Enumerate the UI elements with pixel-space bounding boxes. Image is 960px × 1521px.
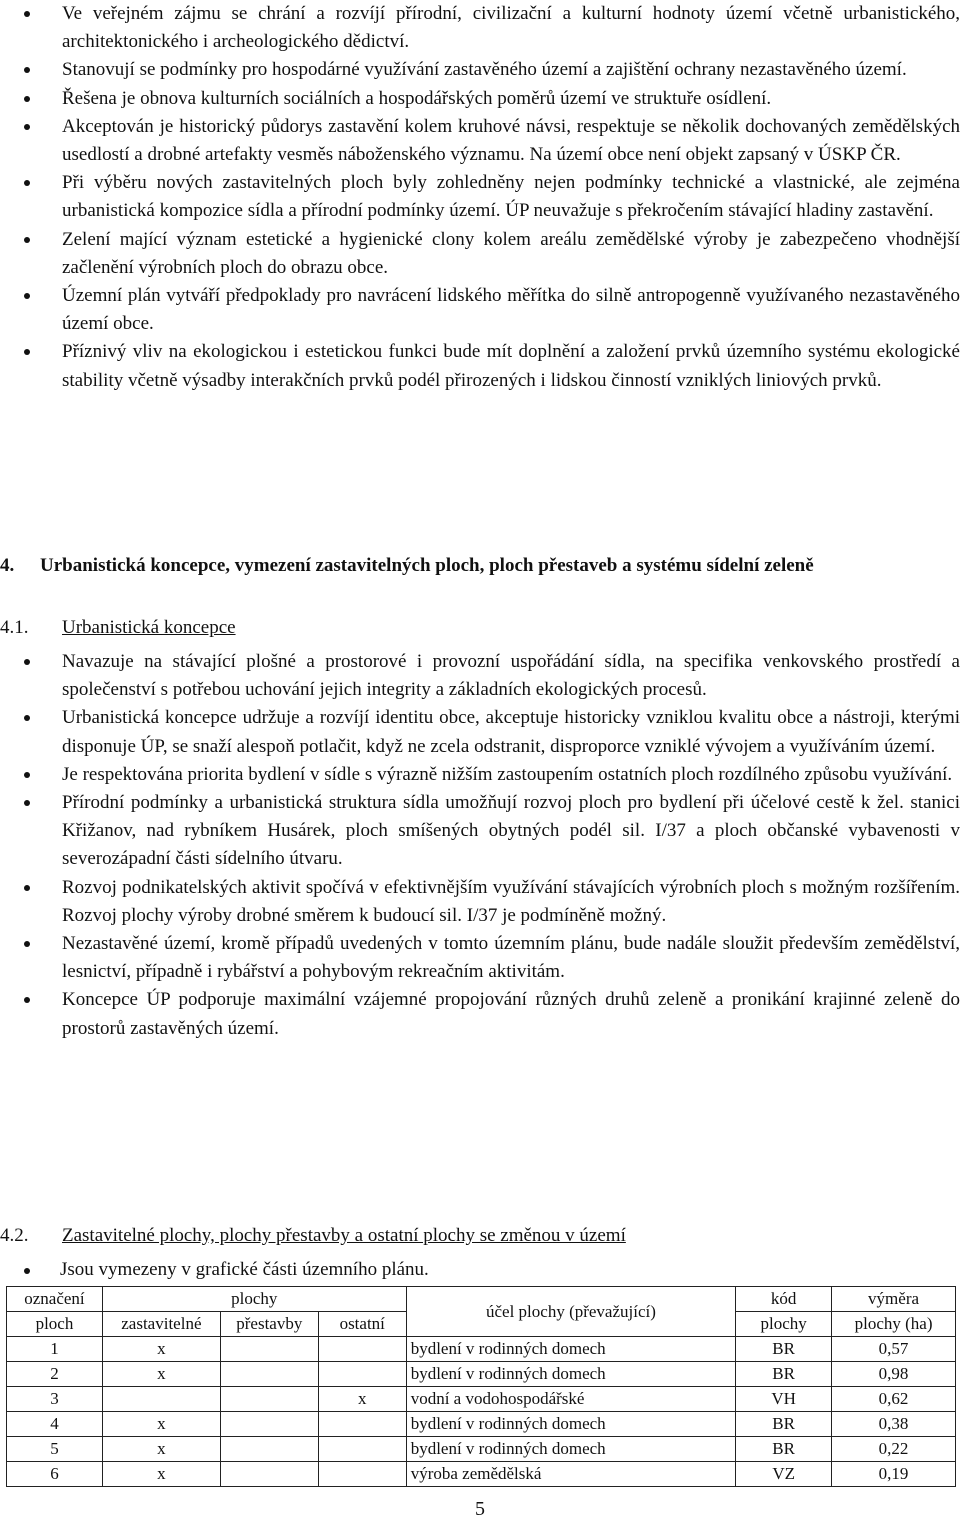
cell-zastavitelne: x (102, 1437, 220, 1462)
cell-ostatni (318, 1412, 406, 1437)
cell-vymera: 0,57 (832, 1337, 956, 1362)
areas-table (6, 1286, 956, 1487)
header-cell: označení (7, 1287, 103, 1312)
subsection-number: 4.1. (0, 617, 29, 638)
bullet-icon (24, 800, 30, 806)
header-cell: kód (736, 1287, 832, 1312)
bullet-icon (24, 1268, 30, 1274)
cell-id: 6 (7, 1462, 103, 1487)
bullet-icon (24, 124, 30, 130)
list-item: Navazuje na stávající plošné a prostorové i provozní uspořádání sídla, na specifika venkovského prostředí a společenství s potřebou uchování jejich integrity a základních ekologických procesů. (62, 648, 960, 704)
cell-prestavby (220, 1437, 318, 1462)
cell-prestavby (220, 1337, 318, 1362)
bullet-icon (24, 11, 30, 17)
page-number: 5 (475, 1498, 485, 1520)
cell-prestavby (220, 1387, 318, 1412)
cell-ostatni (318, 1362, 406, 1387)
header-cell: výměra (832, 1287, 956, 1312)
list-item: Nezastavěné území, kromě případů uvedených v tomto územním plánu, bude nadále sloužit především zemědělství, lesnictví, případně i rybářství a pohybovým rekreačním aktivitám. (62, 930, 960, 986)
subsection-heading-4-2 (0, 1222, 626, 1250)
bullet-icon (24, 659, 30, 665)
cell-ucel: výroba zemědělská (406, 1462, 736, 1487)
section-title: Urbanistická koncepce, vymezení zastavitelných ploch, ploch přestaveb a systému sídelní zeleně (40, 555, 814, 576)
header-cell: zastavitelné (102, 1312, 220, 1337)
header-cell: plochy (102, 1287, 406, 1312)
list-item: Příznivý vliv na ekologickou i estetickou funkci bude mít doplnění a založení prvků územního systému ekologické stability včetně výsadby interakčních prvků podél přirozených i lidskou činností vzniklých liniových prvků. (62, 338, 960, 394)
list-item: Zelení mající význam estetické a hygienické clony kolem areálu zemědělské výroby je zabezpečeno vhodnější začlenění výrobních ploch do obrazu obce. (62, 226, 960, 282)
bullet-icon (24, 941, 30, 947)
cell-ucel: vodní a vodohospodářské (406, 1387, 736, 1412)
cell-id: 4 (7, 1412, 103, 1437)
cell-ucel: bydlení v rodinných domech (406, 1437, 736, 1462)
list-item: Akceptován je historický půdorys zastavění kolem kruhové návsi, respektuje se několik dochovaných zemědělských usedlostí a drobné artefakty vesměs náboženského významu. Na území obce není objekt zapsaný v ÚSKP ČR. (62, 113, 960, 169)
bullet-icon (24, 772, 30, 778)
bullet-icon (24, 237, 30, 243)
cell-ostatni (318, 1337, 406, 1362)
concept-bullet-list (62, 648, 960, 1043)
list-item: Ve veřejném zájmu se chrání a rozvíjí přírodní, civilizační a kulturní hodnoty území včetně urbanistického, architektonického i archeologického dědictví. (62, 0, 960, 56)
table-row (7, 1362, 956, 1387)
subsection-title: Urbanistická koncepce (62, 617, 236, 638)
cell-vymera: 0,38 (832, 1412, 956, 1437)
bullet-icon (24, 349, 30, 355)
cell-prestavby (220, 1462, 318, 1487)
cell-zastavitelne (102, 1387, 220, 1412)
header-cell: účel plochy (převažující) (406, 1287, 736, 1337)
list-item: Koncepce ÚP podporuje maximální vzájemné propojování různých druhů zeleně a pronikání krajinné zeleně do prostorů zastavěných území. (62, 986, 960, 1042)
bullet-icon (24, 293, 30, 299)
header-cell: ploch (7, 1312, 103, 1337)
header-cell: přestavby (220, 1312, 318, 1337)
cell-vymera: 0,19 (832, 1462, 956, 1487)
cell-kod: VZ (736, 1462, 832, 1487)
list-item: Řešena je obnova kulturních sociálních a hospodářských poměrů území ve struktuře osídlení. (62, 85, 960, 113)
section-number: 4. (0, 555, 15, 576)
table-header-row (7, 1287, 956, 1312)
table-row (7, 1387, 956, 1412)
table-row (7, 1462, 956, 1487)
cell-id: 3 (7, 1387, 103, 1412)
cell-vymera: 0,22 (832, 1437, 956, 1462)
cell-ucel: bydlení v rodinných domech (406, 1337, 736, 1362)
section-heading-4 (0, 552, 960, 580)
list-item: Je respektována priorita bydlení v sídle s výrazně nižším zastoupením ostatních ploch rozdílného způsobu využívání. (62, 761, 960, 789)
list-item: Jsou vymezeny v grafické části územního plánu. (60, 1256, 429, 1284)
table-row (7, 1437, 956, 1462)
subsection-heading-4-1 (0, 614, 236, 642)
cell-zastavitelne: x (102, 1462, 220, 1487)
list-item: Urbanistická koncepce udržuje a rozvíjí identitu obce, akceptuje historicky vzniklou kvalitu obce a nástroji, kterými disponuje ÚP, se snaží alespoň potlačit, když ne zcela odstranit, disproporce vzniklé vývojem a využíváním území. (62, 704, 960, 760)
header-cell: plochy (736, 1312, 832, 1337)
subsection-title: Zastavitelné plochy, plochy přestavby a ostatní plochy se změnou v území (62, 1225, 626, 1246)
list-item: Při výběru nových zastavitelných ploch byly zohledněny nejen podmínky technické a vlastnické, ale zejména urbanistická kompozice sídla a přírodní podmínky území. ÚP neuvažuje s překročením stávající hladiny zastavění. (62, 169, 960, 225)
bullet-icon (24, 885, 30, 891)
cell-kod: VH (736, 1387, 832, 1412)
cell-ostatni (318, 1462, 406, 1487)
cell-id: 1 (7, 1337, 103, 1362)
cell-kod: BR (736, 1337, 832, 1362)
bullet-icon (24, 180, 30, 186)
list-item: Přírodní podmínky a urbanistická struktura sídla umožňují rozvoj ploch pro bydlení při účelové cestě k žel. stanici Křižanov, nad rybníkem Husárek, ploch smíšených obytných podél sil. I/37 a ploch občanské vybavenosti v severozápadní části sídelního útvaru. (62, 789, 960, 874)
cell-zastavitelne: x (102, 1362, 220, 1387)
cell-ucel: bydlení v rodinných domech (406, 1362, 736, 1387)
cell-ucel: bydlení v rodinných domech (406, 1412, 736, 1437)
header-cell: ostatní (318, 1312, 406, 1337)
table-row (7, 1337, 956, 1362)
list-item: Stanovují se podmínky pro hospodárné využívání zastavěného území a zajištění ochrany nezastavěného území. (62, 56, 960, 84)
bullet-icon (24, 715, 30, 721)
cell-zastavitelne: x (102, 1337, 220, 1362)
bullet-icon (24, 96, 30, 102)
cell-zastavitelne: x (102, 1412, 220, 1437)
list-item: Územní plán vytváří předpoklady pro navrácení lidského měřítka do silně antropogenně využívaného nezastavěného území obce. (62, 282, 960, 338)
cell-prestavby (220, 1412, 318, 1437)
cell-kod: BR (736, 1437, 832, 1462)
cell-kod: BR (736, 1412, 832, 1437)
cell-vymera: 0,62 (832, 1387, 956, 1412)
list-item: Rozvoj podnikatelských aktivit spočívá v efektivnějším využívání stávajících výrobních ploch s možným rozšířením. Rozvoj plochy výroby drobné směrem k budoucí sil. I/37 je podmíněně možný. (62, 874, 960, 930)
bullet-icon (24, 67, 30, 73)
header-cell: plochy (ha) (832, 1312, 956, 1337)
intro-bullet-list (62, 0, 960, 395)
cell-kod: BR (736, 1362, 832, 1387)
cell-vymera: 0,98 (832, 1362, 956, 1387)
cell-ostatni (318, 1437, 406, 1462)
cell-id: 2 (7, 1362, 103, 1387)
bullet-icon (24, 997, 30, 1003)
subsection-number: 4.2. (0, 1225, 29, 1246)
cell-ostatni: x (318, 1387, 406, 1412)
cell-prestavby (220, 1362, 318, 1387)
table-row (7, 1412, 956, 1437)
cell-id: 5 (7, 1437, 103, 1462)
